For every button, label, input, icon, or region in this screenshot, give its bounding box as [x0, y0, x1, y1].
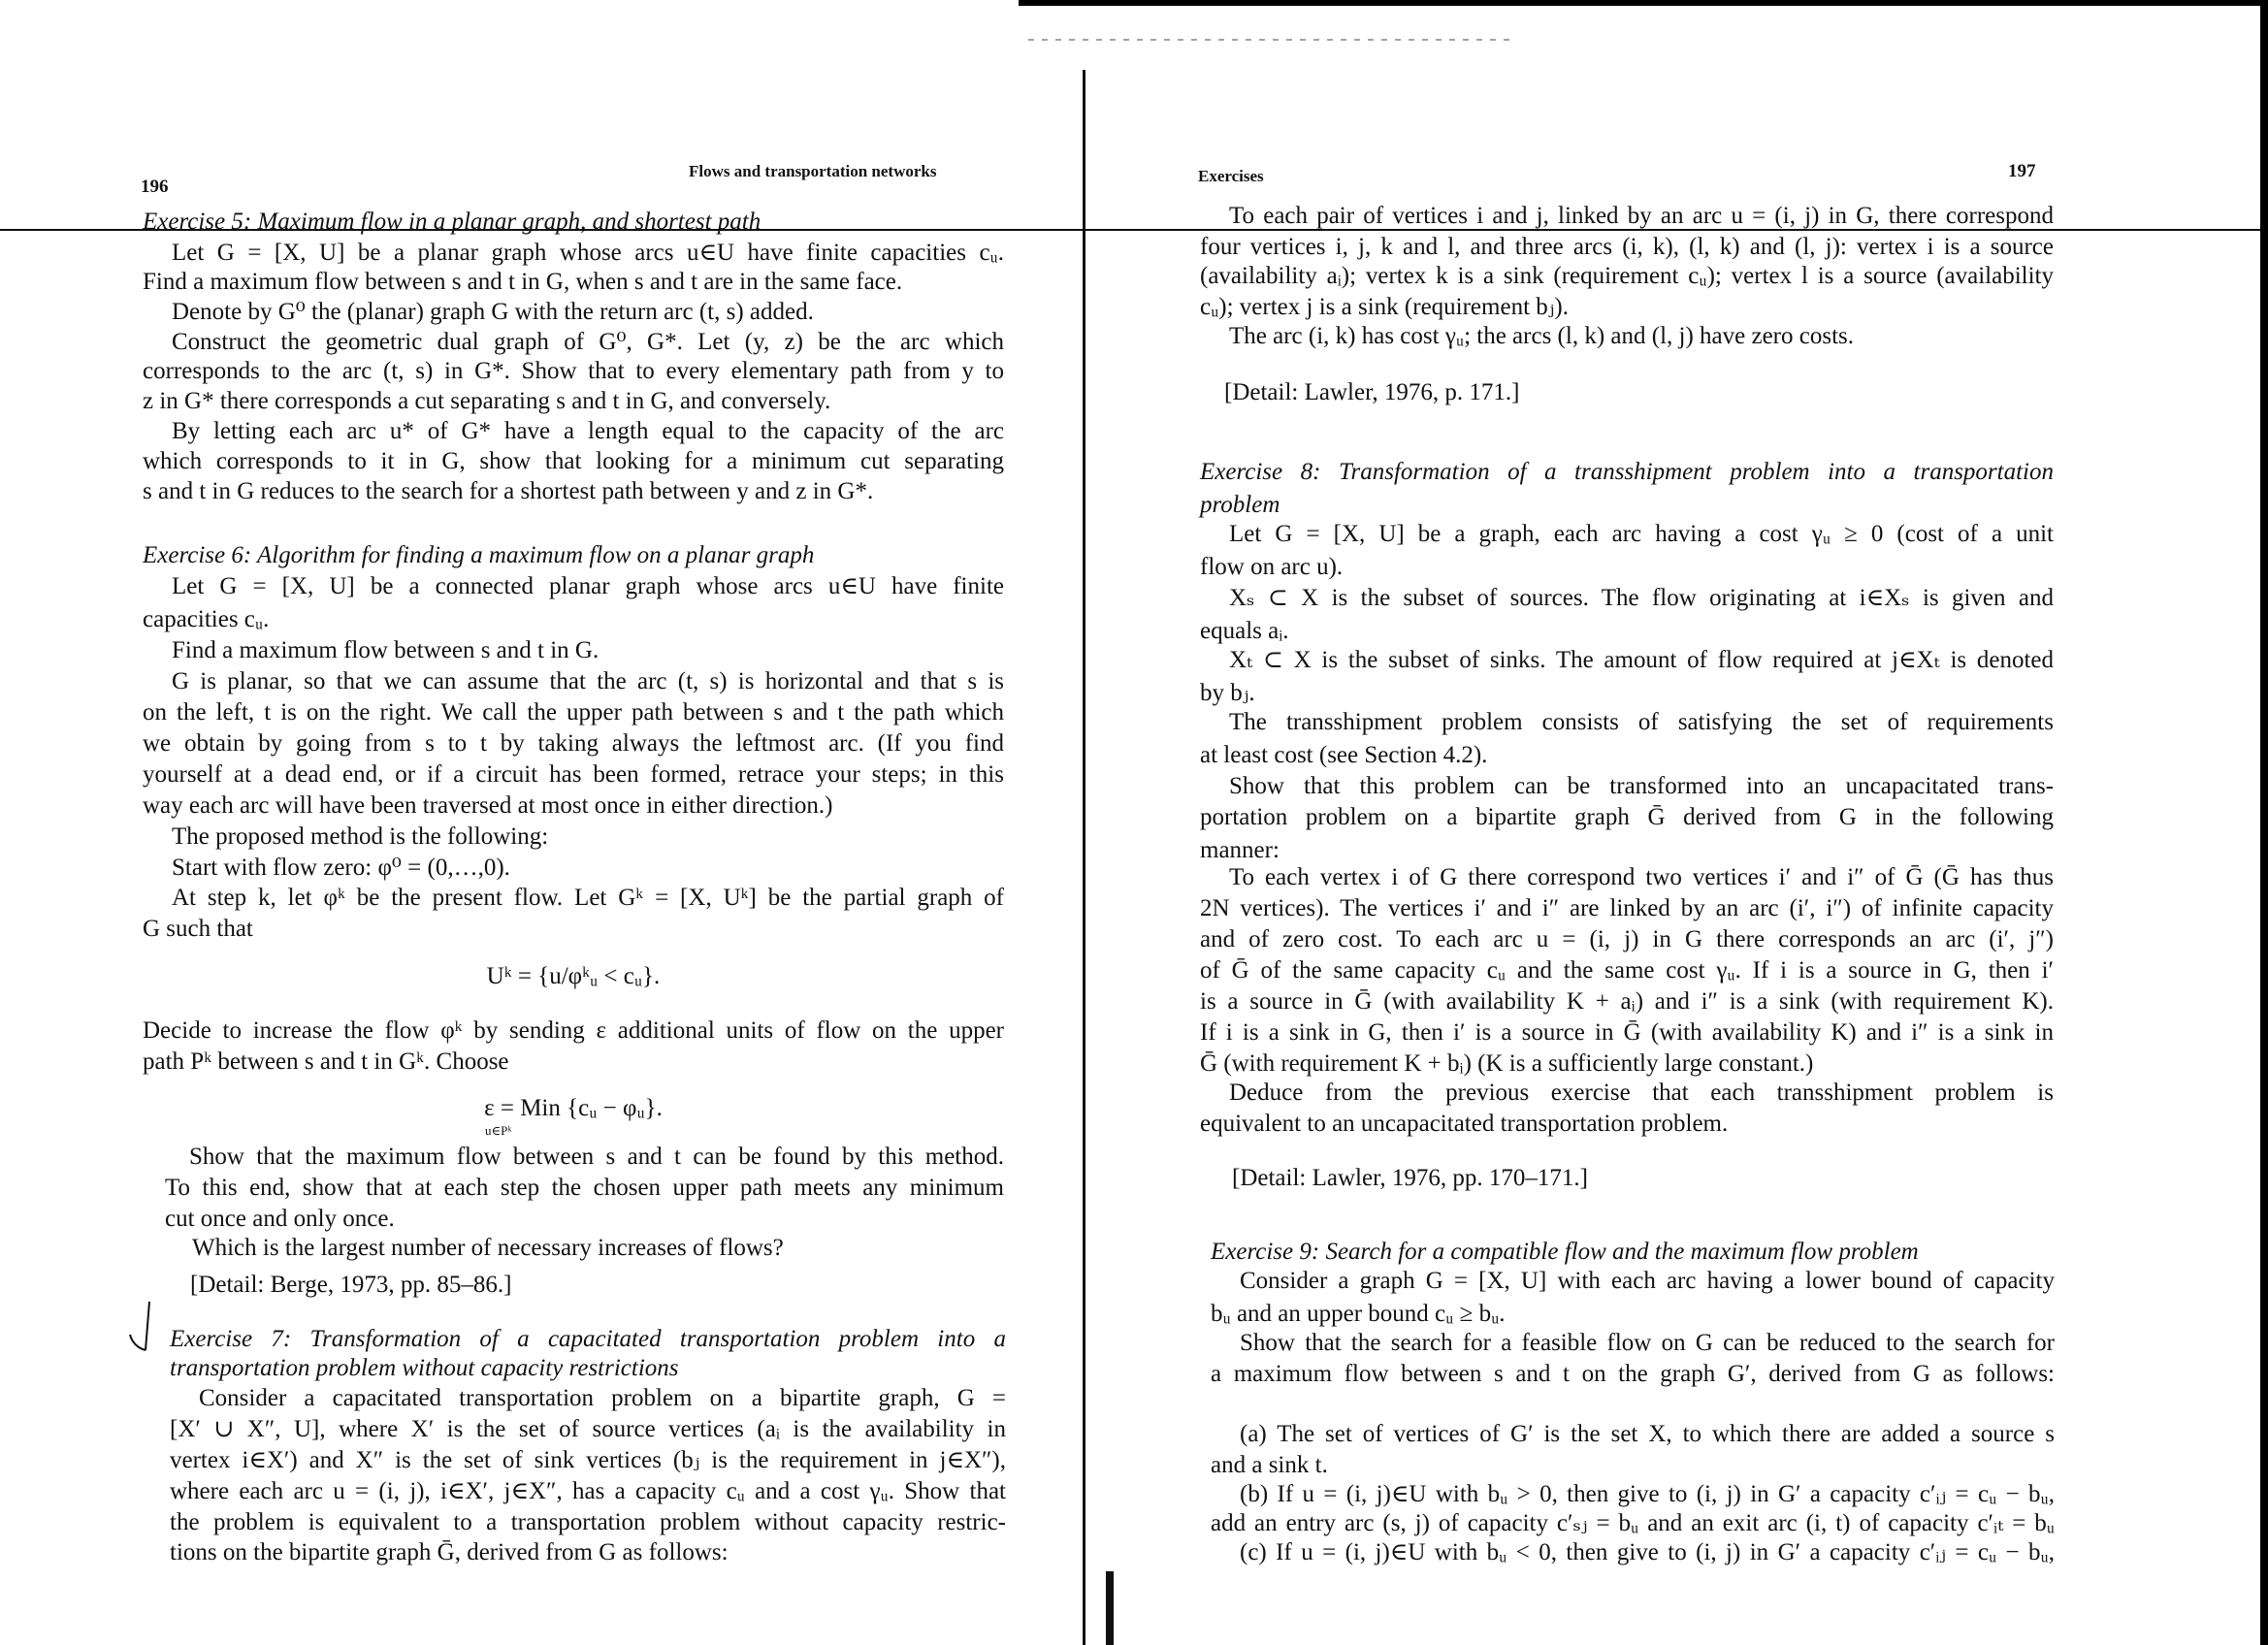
formula-epsilon: ε = Min {cᵤ − φᵤ}. [484, 1095, 663, 1121]
paragraph-line: Construct the geometric dual graph of G⁰, G*. Let (y, z) be the arc which [172, 329, 1004, 355]
paragraph-line: portation problem on a bipartite graph Ḡ derived from G in the following [1200, 804, 2054, 830]
paragraph-line: Denote by G⁰ the (planar) graph G with the return arc (t, s) added. [172, 299, 814, 325]
paragraph-line: Xₛ ⊂ X is the subset of sources. The flow originating at i∈Xₛ is given and [1229, 585, 2054, 611]
paragraph-line: on the left, t is on the right. We call the upper path between s and t the path which [143, 699, 1004, 726]
paragraph-line: If i is a sink in G, then i′ is a source in Ḡ (with availability K) and i″ is a sink in [1200, 1019, 2054, 1046]
paragraph-line: yourself at a dead end, or if a circuit has been formed, retrace your steps; in this [143, 761, 1004, 788]
paragraph-line: Start with flow zero: φ⁰ = (0,…,0). [172, 855, 510, 881]
handwritten-check-mark [128, 1300, 157, 1353]
book-gutter [1083, 70, 1085, 1645]
paragraph-line: a maximum flow between s and t on the graph G′, derived from G as follows: [1211, 1361, 2055, 1387]
paragraph-line: To each pair of vertices i and j, linked by an arc u = (i, j) in G, there correspond [1229, 203, 2054, 229]
paragraph-line: Decide to increase the flow φᵏ by sending ε additional units of flow on the upper [143, 1017, 1004, 1044]
exercise-8-title-cont: problem [1200, 492, 1280, 518]
detail-reference: [Detail: Berge, 1973, pp. 85–86.] [190, 1272, 512, 1298]
paragraph-line: By letting each arc u* of G* have a length equal to the capacity of the arc [172, 418, 1004, 444]
scan-right-edge [2260, 0, 2268, 1645]
formula-epsilon-subscript: u∈Pᵏ [485, 1123, 512, 1138]
paragraph-line: flow on arc u). [1200, 554, 1344, 580]
list-item-a-cont: and a sink t. [1211, 1452, 1328, 1478]
paragraph-line: z in G* there corresponds a cut separating s and t in G, and conversely. [143, 388, 831, 414]
paragraph-line: capacities cᵤ. [143, 606, 270, 632]
paragraph-line: Find a maximum flow between s and t in G, when s and t are in the same face. [143, 269, 903, 295]
list-item-a: (a) The set of vertices of G′ is the set X, to which there are added a source s [1240, 1421, 2055, 1447]
list-item-b-cont: add an entry arc (s, j) of capacity c′ₛⱼ = bᵤ and an exit arc (i, t) of capacity c′ᵢₜ = bᵤ [1211, 1510, 2055, 1536]
paragraph-line: of Ḡ of the same capacity cᵤ and the same cost γᵤ. If i is a source in G, then i′ [1200, 957, 2054, 984]
paragraph-line: Ḡ (with requirement K + bᵢ) (K is a sufficiently large constant.) [1200, 1050, 1814, 1077]
paragraph-line: Consider a capacitated transportation problem on a bipartite graph, G = [199, 1385, 1006, 1411]
paragraph-line: Deduce from the previous exercise that each transshipment problem is [1229, 1080, 2054, 1106]
paragraph-line: (availability aᵢ); vertex k is a sink (requirement cᵤ); vertex l is a source (availability [1200, 263, 2054, 289]
scan-noise [1028, 39, 1513, 41]
exercise-7-title: Exercise 7: Transformation of a capacitated transportation problem into a [170, 1326, 1006, 1352]
paragraph-line: bᵤ and an upper bound cᵤ ≥ bᵤ. [1211, 1301, 1506, 1327]
detail-reference: [Detail: Lawler, 1976, p. 171.] [1224, 379, 1520, 405]
paragraph-line: The proposed method is the following: [172, 823, 549, 850]
running-head-right: Exercises [1198, 167, 1264, 185]
paragraph-line: Find a maximum flow between s and t in G. [172, 637, 599, 663]
paragraph-line: Show that this problem can be transformed into an uncapacitated trans- [1229, 773, 2054, 799]
formula-uk: Uᵏ = {u/φᵏᵤ < cᵤ}. [486, 963, 661, 989]
paragraph-line: [X′ ∪ X″, U], where X′ is the set of source vertices (aᵢ is the availability in [170, 1416, 1006, 1442]
paragraph-line: corresponds to the arc (t, s) in G*. Show that to every elementary path from y to [143, 358, 1004, 384]
paragraph-line: at least cost (see Section 4.2). [1200, 742, 1488, 768]
paragraph-line: vertex i∈X′) and X″ is the set of sink vertices (bⱼ is the requirement in j∈X″), [170, 1447, 1006, 1473]
exercise-7-title-cont: transportation problem without capacity restrictions [170, 1355, 679, 1381]
paragraph-line: cᵤ); vertex j is a sink (requirement bⱼ). [1200, 294, 1569, 320]
paragraph-line: To this end, show that at each step the chosen upper path meets any minimum [165, 1175, 1004, 1201]
exercise-9-title: Exercise 9: Search for a compatible flow and the maximum flow problem [1211, 1239, 1919, 1265]
paragraph-line: we obtain by going from s to t by taking always the leftmost arc. (If you find [143, 730, 1004, 757]
paragraph-line: At step k, let φᵏ be the present flow. Let Gᵏ = [X, Uᵏ] be the partial graph of [172, 885, 1004, 911]
paragraph-line: G is planar, so that we can assume that the arc (t, s) is horizontal and that s is [172, 668, 1004, 694]
paragraph-line: Let G = [X, U] be a planar graph whose arcs u∈U have finite capacities cᵤ. [172, 240, 1004, 266]
scan-top-edge [1019, 0, 2268, 6]
exercise-8-title: Exercise 8: Transformation of a transshipment problem into a transportation [1200, 459, 2054, 485]
page-number-left: 196 [141, 177, 169, 197]
paragraph-line: which corresponds to it in G, show that looking for a minimum cut separating [143, 448, 1004, 474]
detail-reference: [Detail: Lawler, 1976, pp. 170–171.] [1232, 1165, 1588, 1191]
paragraph-line: and of zero cost. To each arc u = (i, j) in G there corresponds an arc (i′, j″) [1200, 926, 2054, 952]
paragraph-line: Show that the maximum flow between s and t can be found by this method. [189, 1144, 1004, 1170]
list-item-c: (c) If u = (i, j)∈U with bᵤ < 0, then give to (i, j) in G′ a capacity c′ᵢⱼ = cᵤ − bᵤ, [1240, 1539, 2055, 1565]
paragraph-line: The transshipment problem consists of satisfying the set of requirements [1229, 709, 2054, 735]
paragraph-line: path Pᵏ between s and t in Gᵏ. Choose [143, 1048, 509, 1075]
paragraph-line: four vertices i, j, k and l, and three arcs (i, k), (l, k) and (l, j): vertex i is a source [1200, 234, 2054, 260]
paragraph-line: the problem is equivalent to a transportation problem without capacity restric- [170, 1509, 1006, 1535]
paragraph-line: equivalent to an uncapacitated transportation problem. [1200, 1111, 1729, 1137]
paragraph-line: by bⱼ. [1200, 680, 1255, 706]
exercise-6-title: Exercise 6: Algorithm for finding a maximum flow on a planar graph [143, 542, 815, 568]
paragraph-line: way each arc will have been traversed at most once in either direction.) [143, 792, 833, 819]
paragraph-line: Show that the search for a feasible flow on G can be reduced to the search for [1240, 1330, 2055, 1356]
paragraph-line: Consider a graph G = [X, U] with each arc having a lower bound of capacity [1240, 1268, 2055, 1294]
page-number-right: 197 [2008, 161, 2036, 181]
paragraph-line: Let G = [X, U] be a graph, each arc having a cost γᵤ ≥ 0 (cost of a unit [1229, 521, 2054, 547]
paragraph-line: Let G = [X, U] be a connected planar graph whose arcs u∈U have finite [172, 573, 1004, 599]
exercise-5-title: Exercise 5: Maximum flow in a planar graph, and shortest path [143, 209, 761, 235]
paragraph-line: tions on the bipartite graph Ḡ, derived from G as follows: [170, 1539, 729, 1565]
paragraph-line: where each arc u = (i, j), i∈X′, j∈X″, has a capacity cᵤ and a cost γᵤ. Show that [170, 1478, 1006, 1504]
paragraph-line: s and t in G reduces to the search for a shortest path between y and z in G*. [143, 478, 874, 504]
book-spine-shadow [1106, 1571, 1114, 1645]
list-item-b: (b) If u = (i, j)∈U with bᵤ > 0, then give to (i, j) in G′ a capacity c′ᵢⱼ = cᵤ − bᵤ, [1240, 1481, 2055, 1507]
paragraph-line: cut once and only once. [165, 1206, 395, 1232]
paragraph-line: The arc (i, k) has cost γᵤ; the arcs (l, k) and (l, j) have zero costs. [1229, 323, 1854, 349]
paragraph-line: G such that [143, 916, 253, 942]
running-head-left: Flows and transportation networks [689, 162, 937, 180]
paragraph-line: 2N vertices). The vertices i′ and i″ are linked by an arc (i′, i″) of infinite capacity [1200, 895, 2054, 921]
paragraph-line: is a source in Ḡ (with availability K + aᵢ) and i″ is a sink (with requirement K). [1200, 988, 2054, 1015]
paragraph-line: manner: [1200, 837, 1280, 863]
paragraph-line: Which is the largest number of necessary increases of flows? [192, 1235, 784, 1261]
paragraph-line: Xₜ ⊂ X is the subset of sinks. The amount of flow required at j∈Xₜ is denoted [1229, 647, 2054, 673]
paragraph-line: equals aᵢ. [1200, 618, 1289, 644]
paragraph-line: To each vertex i of G there correspond two vertices i′ and i″ of Ḡ (Ḡ has thus [1229, 864, 2054, 890]
